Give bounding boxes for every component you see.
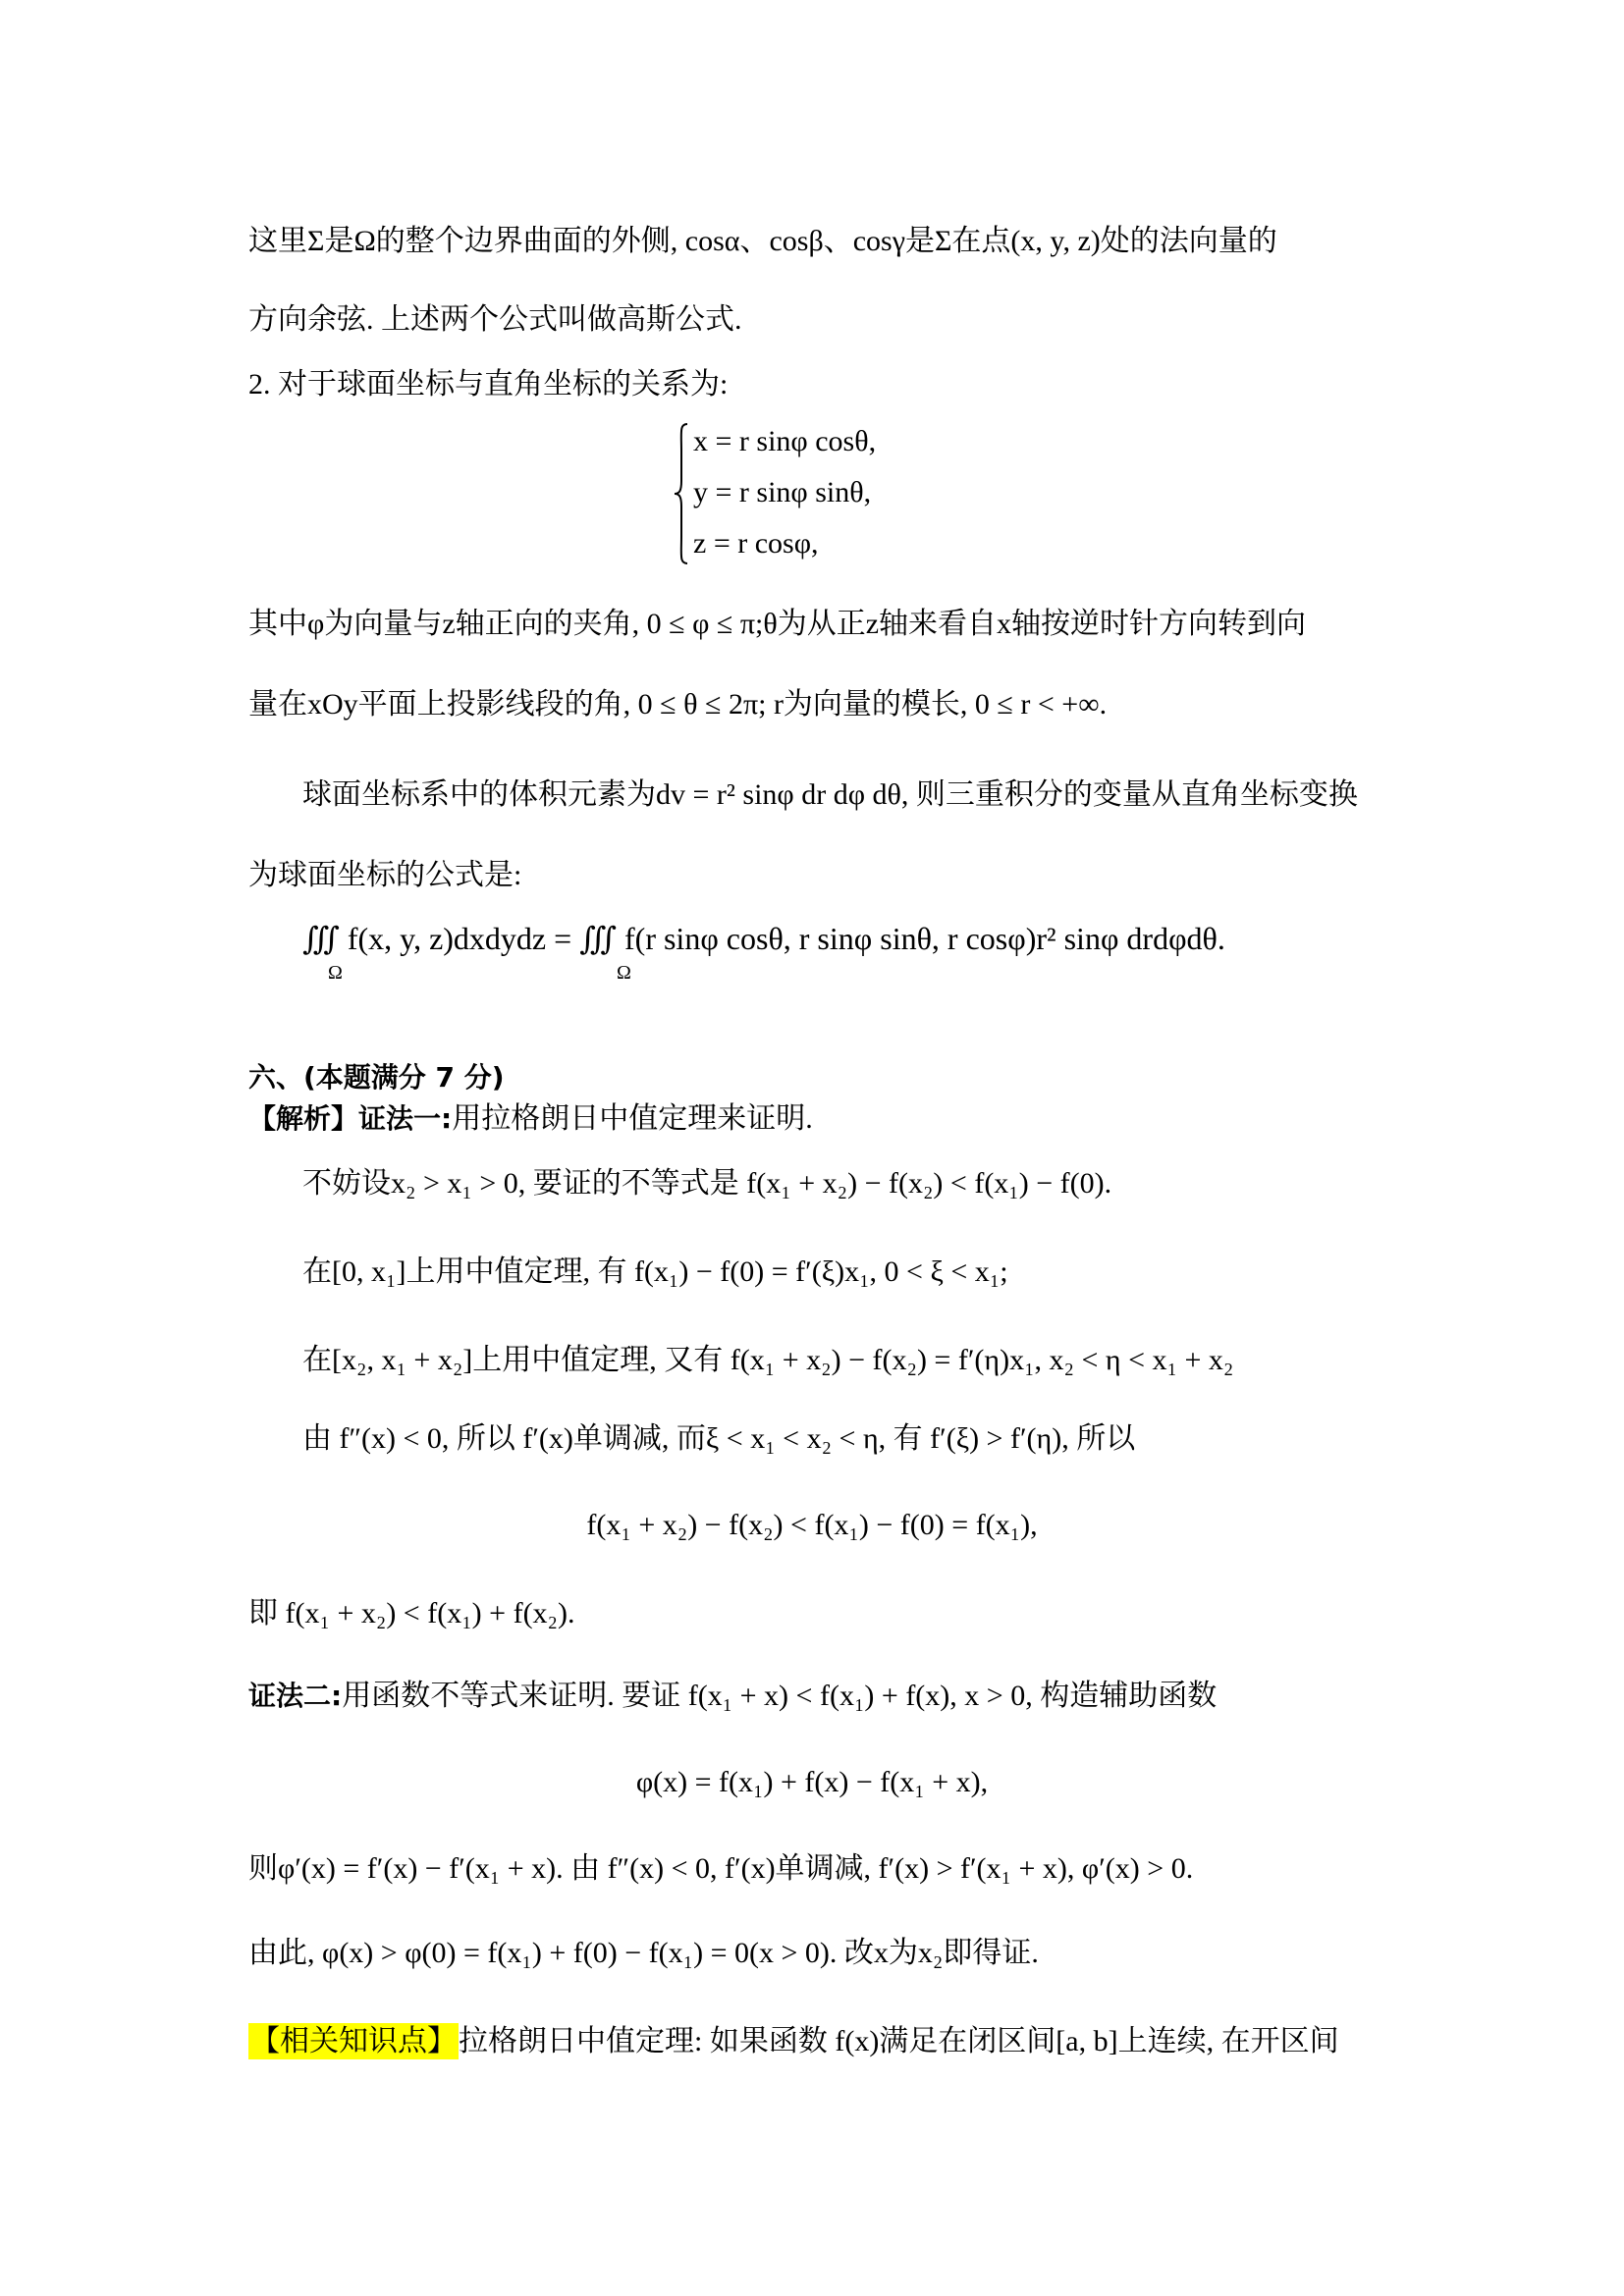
text-line: 2. 对于球面坐标与直角坐标的关系为: <box>248 368 729 400</box>
text-line: 由 f″(x) < 0, 所以 f′(x)单调减, 而ξ < x₁ < x₂ < η, 有 f′(ξ) > f′(η), 所以 <box>302 1422 1136 1455</box>
text-line: 球面坐标系中的体积元素为dv = r² sinφ dr dφ dθ, 则三重积分的变量从直角坐标变换 <box>302 778 1358 811</box>
text-line: 量在xOy平面上投影线段的角, 0 ≤ θ ≤ 2π; r为向量的模长, 0 ≤ r < +∞. <box>248 688 1108 721</box>
subscript-omega: Ω <box>617 962 631 984</box>
text-line: 则φ′(x) = f′(x) − f′(x₁ + x). 由 f″(x) < 0, f′(x)单调减, f′(x) > f′(x₁ + x), φ′(x) > 0. <box>248 1852 1194 1885</box>
proof2-label: 证法二: <box>248 1680 343 1712</box>
text-line: 由此, φ(x) > φ(0) = f(x₁) + f(0) − f(x₁) = 0(x > 0). 改x为x₂即得证. <box>248 1937 1039 1969</box>
display-formula: φ(x) = f(x₁) + f(x) − f(x₁ + x), <box>635 1766 989 1798</box>
equation-row: x = r sinφ cosθ, <box>693 425 877 457</box>
proof2-text: 用函数不等式来证明. 要证 f(x₁ + x) < f(x₁) + f(x), x > 0, 构造辅助函数 <box>342 1680 1218 1712</box>
analysis-text: 用拉格朗日中值定理来证明. <box>452 1102 813 1135</box>
text-line: 其中φ为向量与z轴正向的夹角, 0 ≤ φ ≤ π;θ为从正z轴来看自x轴按逆时针方向转到向 <box>248 608 1307 640</box>
text-line: 不妨设x₂ > x₁ > 0, 要证的不等式是 f(x₁ + x₂) − f(x₂) < f(x₁) − f(0). <box>302 1167 1112 1200</box>
display-formula: f(x₁ + x₂) − f(x₂) < f(x₁) − f(0) = f(x₁), <box>586 1509 1038 1541</box>
formula-line: ∭ f(x, y, z)dxdydz = ∭ f(r sinφ cosθ, r sinφ sinθ, r cosφ)r² sinφ drdφdθ. <box>302 921 1225 956</box>
subscript-omega: Ω <box>328 962 343 984</box>
text-line: 方向余弦. 上述两个公式叫做高斯公式. <box>248 303 742 336</box>
equation-row: z = r cosφ, <box>693 527 819 560</box>
text-line: 这里Σ是Ω的整个边界曲面的外侧, cosα、cosβ、cosγ是Σ在点(x, y, z)处的法向量的 <box>248 225 1277 257</box>
knowledge-label: 【相关知识点】 <box>250 2025 457 2057</box>
analysis-label: 【解析】证法一: <box>248 1102 453 1135</box>
left-brace-icon <box>674 422 689 565</box>
section-title: 六、(本题满分 7 分) <box>248 1061 505 1094</box>
text-line: 为球面坐标的公式是: <box>248 859 522 891</box>
equation-row: y = r sinφ sinθ, <box>693 476 872 508</box>
knowledge-text: 拉格朗日中值定理: 如果函数 f(x)满足在闭区间[a, b]上连续, 在开区间 <box>459 2025 1339 2057</box>
text-line: 即 f(x₁ + x₂) < f(x₁) + f(x₂). <box>248 1597 575 1629</box>
text-line: 在[0, x₁]上用中值定理, 有 f(x₁) − f(0) = f′(ξ)x₁, 0 < ξ < x₁; <box>302 1255 1008 1288</box>
text-line: 在[x₂, x₁ + x₂]上用中值定理, 又有 f(x₁ + x₂) − f(x₂) = f′(η)x₁, x₂ < η < x₁ + x₂ <box>302 1344 1234 1376</box>
